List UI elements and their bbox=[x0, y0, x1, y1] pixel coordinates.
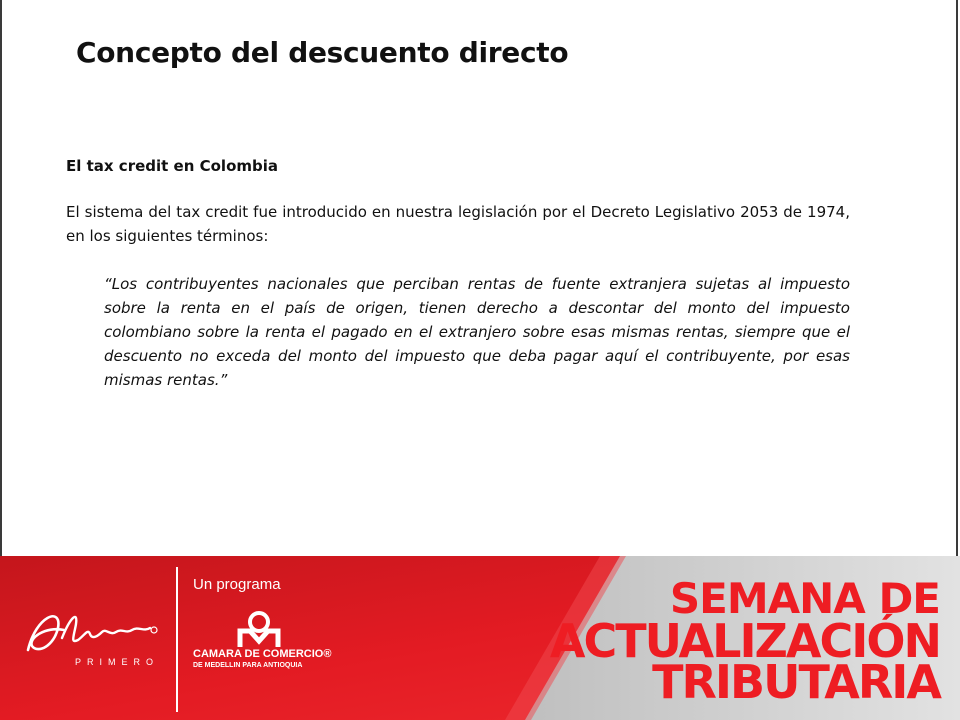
banner-line-2: ACTUALIZACIÓN bbox=[549, 614, 940, 668]
camara-name: CAMARA DE COMERCIO® bbox=[193, 648, 332, 660]
program-label: Un programa bbox=[193, 576, 281, 593]
slide-content bbox=[66, 157, 850, 392]
footer-divider bbox=[176, 567, 178, 712]
camara-comercio-logo bbox=[236, 611, 282, 649]
banner-line-3: TRIBUTARIA bbox=[652, 655, 940, 709]
intro-paragraph: El sistema del tax credit fue introducido en nuestra legislación por el Decreto Legislativo 2053 de 1974, en los siguientes términos: bbox=[66, 203, 850, 245]
camara-subtitle: DE MEDELLIN PARA ANTIOQUIA bbox=[193, 662, 303, 669]
banner-line-1: SEMANA DE bbox=[669, 574, 940, 623]
section-subtitle: El tax credit en Colombia bbox=[66, 157, 278, 175]
decree-quote: “Los contribuyentes nacionales que perciban rentas de fuente extranjera sujetas al impuesto sobre la renta en el país de origen, tienen derecho a descontar del monto del impuesto colombiano sobre la renta el pagado en el extranjero sobre esas mismas rentas, siempre que el descuento no exceda del monto del impuesto que deba pagar aquí el contribuyente, por esas mismas rentas.” bbox=[104, 275, 850, 389]
slide-title: Concepto del descuento directo bbox=[76, 36, 569, 69]
primero-text: PRIMERO bbox=[75, 657, 160, 667]
